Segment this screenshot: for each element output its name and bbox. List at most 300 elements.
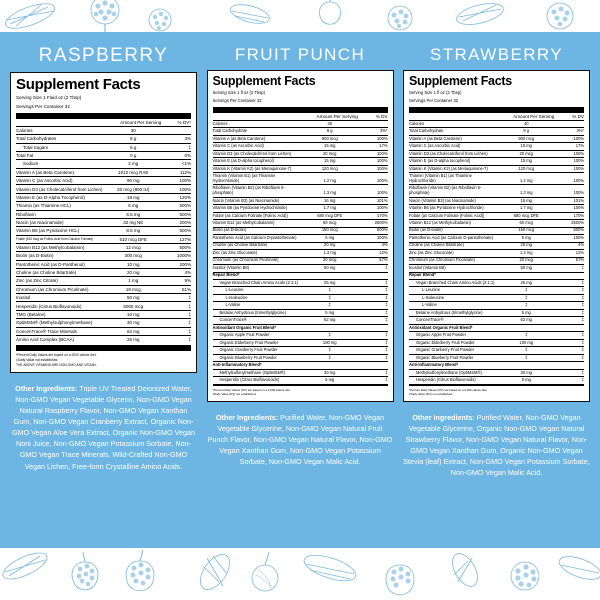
nutrient-row: [409, 128, 584, 135]
nutrient-row: [409, 287, 584, 294]
nutrient-daily-value: ‡: [554, 309, 584, 316]
nutrient-daily-value: ‡: [554, 279, 584, 286]
nutrient-name: Organic Blueberry Fruit Powder: [409, 354, 498, 361]
nutrient-name: ConcenTrace®: [409, 317, 498, 324]
nutrient-name: Total Fat: [16, 151, 105, 159]
nutrient-name: ConcenTrace® Trace Minerals: [16, 327, 105, 335]
nutrient-amount: 30 mg: [302, 369, 358, 376]
nutrient-amount: 50 mg: [498, 265, 554, 272]
nutrient-row: [409, 309, 584, 316]
nutrient-row: [16, 319, 191, 327]
nutrient-name: Zinc (as Zinc Gluconate): [213, 250, 302, 257]
nutrient-daily-value: 1000%: [161, 252, 191, 260]
nutrient-row: [213, 158, 388, 165]
nutrient-daily-value: 200%: [161, 260, 191, 268]
nutrient-row: [213, 205, 388, 212]
nutrient-daily-value: 17%: [554, 143, 584, 150]
nutrient-name: Organic Cranberry Fruit Powder: [409, 347, 498, 354]
nutrient-row: [213, 317, 388, 324]
nutrient-name: Niacin (as Niacinamide): [16, 218, 105, 226]
nutrient-daily-value: 4%: [161, 269, 191, 277]
nutrient-daily-value: ‡: [358, 377, 388, 384]
nutrient-amount: ‡: [498, 302, 554, 309]
nutrient-daily-value: ‡: [161, 143, 191, 151]
nutrient-row: [409, 377, 584, 384]
nutrient-amount: 5 mg: [498, 235, 554, 242]
other-ingredients-text: Triple UV Treated Deionized Water, Non-GMO Vegan Vegetable Glycerin, Non-GMO Vegan Natural Raspberry Flavor, Non-GMO Vegan Xanthan Gum, Non-GMO Vegan Cranberry Extract, Organic Non-GMO Vegan Aloe Vera Extract, Organic Non-GMO Vegan Noni Juice, Non-GMO Vegan Potassium Sorbate, Non-GMO Vegan Trace Minerals, Wild-Crafted Non-GMO Vegan Lichen, Free-form Crystalline Amino Acids.: [12, 383, 195, 471]
header-amount: Amount Per Serving: [316, 113, 358, 119]
nutrient-daily-value: 112%: [161, 168, 191, 176]
nutrient-amount: 60 mcg: [498, 220, 554, 227]
nutrient-row: [16, 160, 191, 168]
berry-line-art-bottom-icon: [0, 548, 600, 600]
nutrient-daily-value: [554, 272, 584, 279]
nutrient-row: [213, 227, 388, 234]
nutrient-name: Organic Cranberry Fruit Powder: [213, 347, 302, 354]
nutrient-amount: ‡: [498, 354, 554, 361]
nutrient-daily-value: 500%: [161, 202, 191, 210]
nutrient-row: [213, 347, 388, 354]
nutrient-daily-value: 100%: [358, 205, 388, 212]
nutrient-name: Vitamin D3 (as Cholecalciferol from Lichen): [409, 150, 498, 157]
nutrient-row: [213, 369, 388, 376]
nutrient-row: [16, 193, 191, 201]
nutrient-daily-value: 100%: [161, 185, 191, 193]
nutrient-row: [213, 197, 388, 204]
nutrient-row: [213, 265, 388, 272]
header-blank: [213, 113, 302, 121]
serving-size: Serving Size 1 fl oz (2 Tbsp): [409, 90, 462, 96]
nutrient-amount: 1.2 mg: [498, 173, 554, 185]
footnote-line: *Percent Daily Values (DV) are based on a 2,000 calorie diet.: [212, 388, 291, 393]
nutrient-row: [16, 143, 191, 151]
nutrient-name: Folate (510 mcg as Folinic Acid from Calcium Folinate): [16, 235, 105, 243]
nutrient-amount: 900 mcg: [302, 135, 358, 142]
nutrient-amount: 20 mcg: [302, 257, 358, 264]
nutrient-amount: ‡: [302, 354, 358, 361]
nutrient-daily-value: 100%: [358, 165, 388, 172]
nutrient-daily-value: 12%: [554, 250, 584, 257]
nutrient-row: [213, 150, 388, 157]
nutrient-daily-value: ‡: [358, 302, 388, 309]
nutrient-daily-value: 100%: [554, 185, 584, 197]
nutrient-amount: 25 mg: [105, 335, 161, 343]
nutrient-row: [16, 185, 191, 193]
nutrition-table-raspberry: [16, 119, 191, 344]
nutrient-name: Pantothenic Acid (as Calcium D-pantothenate): [409, 235, 498, 242]
nutrient-amount: 16 mg: [498, 197, 554, 204]
nutrient-daily-value: 127%: [161, 235, 191, 243]
nutrient-name: Thiamin (as Thiamine HCL): [16, 202, 105, 210]
nutrient-amount: 30: [105, 126, 161, 134]
nutrient-row: [213, 302, 388, 309]
nutrient-name: Thiamin (Vitamin B1) (as Thiamine Hydrochloride): [213, 173, 302, 185]
nutrient-daily-value: 100%: [358, 150, 388, 157]
nutrient-daily-value: 100%: [358, 158, 388, 165]
nutrient-name: L-Leucine: [213, 287, 302, 294]
nutrient-amount: 900 mcg: [498, 135, 554, 142]
nutrient-name: Vitamin K (Vitamin K2) (as Menaquinone-7): [213, 165, 302, 172]
nutrient-daily-value: ‡: [554, 332, 584, 339]
nutrient-amount: [498, 362, 554, 369]
nutrient-amount: 32 mg NE: [105, 218, 161, 226]
nutrient-name: Riboflavin (Vitamin B2) (as Riboflavin 5-phosphate): [213, 185, 302, 197]
nutrient-amount: 100 mg: [498, 339, 554, 346]
nutrient-row: [409, 235, 584, 242]
bottom-decorative-band: [0, 548, 600, 600]
nutrient-name: Vitamin A (as Beta Carotene): [213, 135, 302, 142]
serving-size: Serving Size 1 fl oz (2 Tbsp): [212, 90, 266, 96]
other-ingredients-fruit-punch: [207, 412, 394, 468]
nutrient-row: [16, 126, 191, 134]
nutrient-row: [213, 250, 388, 257]
nutrient-name: Vitamin D3 (as Cholecalciferol from Lichen): [16, 185, 105, 193]
nutrient-amount: 10 mg: [105, 310, 161, 318]
nutrient-daily-value: ‡: [358, 339, 388, 346]
nutrient-amount: 50 mg: [105, 294, 161, 302]
nutrient-name: Betaine Anhydrous (trimethylglycine): [213, 309, 302, 316]
nutrient-amount: 1.7 mg: [302, 205, 358, 212]
nutrient-row: [16, 294, 191, 302]
nutrient-daily-value: 100%: [554, 235, 584, 242]
nutrient-row: [409, 197, 584, 204]
nutrient-name: Vitamin B12 (as Methylcobalamin): [409, 220, 498, 227]
divider-thick-bottom: [16, 345, 191, 351]
nutrient-amount: 40: [302, 120, 358, 127]
nutrient-daily-value: [358, 120, 388, 127]
nutrient-daily-value: [358, 272, 388, 279]
footnote-line: ‡Daily Value not established.: [16, 358, 59, 363]
nutrient-row: [213, 294, 388, 301]
other-ingredients-label: Other Ingredients:: [215, 412, 279, 422]
nutrient-row: [213, 272, 388, 279]
table-header-row: [16, 119, 191, 127]
nutrient-daily-value: ‡: [358, 265, 388, 272]
nutrient-name: L-Leucine: [409, 287, 498, 294]
nutrient-row: [16, 327, 191, 335]
nutrition-table-body: [409, 113, 584, 384]
nutrient-row: [16, 252, 191, 260]
nutrient-name: Hesperidin (Citrus Bioflavonoids): [409, 377, 498, 384]
nutrient-daily-value: ‡: [554, 317, 584, 324]
nutrient-amount: 8.5 mg: [105, 227, 161, 235]
nutrient-daily-value: 100%: [358, 235, 388, 242]
nutrient-name: Inositol (Vitamin B8): [409, 265, 498, 272]
nutrient-amount: 20 mcg (800 IU): [105, 185, 161, 193]
nutrient-name: Organic Elderberry Fruit Powder: [213, 339, 302, 346]
nutrient-name: Methylsulfonylmethane (OptiMSM®): [213, 369, 302, 376]
nutrition-table-strawberry: [409, 113, 584, 384]
nutrient-daily-value: ‡: [358, 317, 388, 324]
nutrient-row: [409, 250, 584, 257]
nutrient-daily-value: 3%*: [358, 128, 388, 135]
nutrient-row: [213, 120, 388, 127]
nutrient-name: Vitamin C (as Ascorbic Acid): [213, 143, 302, 150]
nutrient-amount: 6 g: [105, 143, 161, 151]
nutrient-name: Total Carbohydrate: [213, 128, 302, 135]
nutrient-daily-value: <1%: [161, 160, 191, 168]
table-header-row: [213, 113, 388, 121]
nutrient-name: Hesperidin (Citrus Bioflavonoids): [213, 377, 302, 384]
nutrient-daily-value: 100%: [554, 205, 584, 212]
nutrient-name: Chromium (as Chromium Picolinate): [213, 257, 302, 264]
nutrient-daily-value: ‡: [358, 279, 388, 286]
flavor-panels-container: [0, 46, 600, 479]
nutrient-amount: 100 mg: [302, 339, 358, 346]
nutrient-row: [409, 324, 584, 331]
nutrient-amount: 1.3 mg: [302, 185, 358, 197]
nutrient-row: [409, 143, 584, 150]
nutrient-name: Niacin (Vitamin B3) (as Niacinamide): [409, 197, 498, 204]
nutrient-name: Inositol (Vitamin B8): [213, 265, 302, 272]
header-amount: Amount Per Serving: [120, 119, 162, 125]
nutrient-daily-value: ‡: [161, 327, 191, 335]
nutrient-name: OptiMSM® (Methylsulphonylmethane): [16, 319, 105, 327]
nutrient-amount: 18 mg: [105, 193, 161, 201]
nutrient-row: [409, 120, 584, 127]
nutrient-daily-value: [554, 362, 584, 369]
footnote-line: *Percent Daily Values (DV) are based on a 2,000 calorie diet.: [409, 388, 488, 393]
nutrient-daily-value: 100%: [358, 135, 388, 142]
nutrient-amount: 1 mg: [105, 277, 161, 285]
nutrient-amount: [302, 324, 358, 331]
nutrient-name: Repair Blend*: [409, 272, 498, 279]
top-decorative-band: [0, 0, 600, 32]
nutrient-amount: 15 mg: [498, 158, 554, 165]
nutrient-amount: 1.7 mg: [498, 205, 554, 212]
header-amount: Amount Per Serving: [513, 113, 555, 119]
nutrient-row: [409, 185, 584, 197]
nutrient-amount: 25 mg: [302, 279, 358, 286]
nutrient-name: Vitamin C (as Ascorbic Acid): [409, 143, 498, 150]
nutrient-name: Choline (as Choline Bitartrate): [409, 242, 498, 249]
nutrient-daily-value: [554, 120, 584, 127]
nutrient-daily-value: ‡: [358, 354, 388, 361]
berry-line-art-top-icon: [0, 0, 600, 32]
nutrient-daily-value: ‡: [554, 354, 584, 361]
nutrient-amount: 680 mcg DFE: [302, 212, 358, 219]
nutrient-amount: 30 mg: [105, 319, 161, 327]
nutrient-amount: 90 mg: [105, 177, 161, 185]
nutrient-row: [409, 354, 584, 361]
nutrient-daily-value: ‡: [554, 302, 584, 309]
nutrient-amount: 120 mcg: [498, 165, 554, 172]
nutrient-row: [409, 362, 584, 369]
nutrient-amount: 1012 mcg RAE: [105, 168, 161, 176]
nutrient-name: Thiamin (Vitamin B1) (as Thiamine Hydrochloride): [409, 173, 498, 185]
nutrient-amount: ‡: [498, 294, 554, 301]
nutrient-row: [213, 165, 388, 172]
nutrient-amount: ‡: [498, 287, 554, 294]
nutrient-amount: 8 g: [302, 128, 358, 135]
nutrient-amount: 16 mg: [302, 197, 358, 204]
nutrient-name: Folate (as Calcium Folinate [Folinic Acid]): [213, 212, 302, 219]
nutrient-name: Vitamin D3 (as Cholecalciferol from Lichen): [213, 150, 302, 157]
nutrient-row: [16, 202, 191, 210]
nutrient-daily-value: 57%: [358, 257, 388, 264]
nutrient-row: [213, 339, 388, 346]
nutrient-daily-value: ‡: [161, 319, 191, 327]
nutrient-name: Pantothenic Acid (as D-Panthenol): [16, 260, 105, 268]
nutrient-daily-value: ‡: [358, 347, 388, 354]
nutrient-row: [16, 168, 191, 176]
nutrient-row: [16, 227, 191, 235]
nutrient-amount: ‡: [302, 302, 358, 309]
nutrient-daily-value: 101%: [554, 197, 584, 204]
nutrient-daily-value: 500%: [161, 243, 191, 251]
nutrient-row: [213, 212, 388, 219]
nutrient-name: Pantothenic Acid (as Calcium D-pantothenate): [213, 235, 302, 242]
nutrient-daily-value: 101%: [358, 197, 388, 204]
nutrient-name: Biotin (as D-Biotin): [16, 252, 105, 260]
nutrient-amount: 60 mcg: [302, 220, 358, 227]
nutrient-row: [213, 377, 388, 384]
nutrient-amount: 8 g: [498, 128, 554, 135]
nutrient-amount: 150 mcg: [302, 227, 358, 234]
flavor-title-raspberry: RASPBERRY: [38, 45, 169, 66]
nutrient-amount: 5 mg: [498, 377, 554, 384]
nutrient-name: Organic Elderberry Fruit Powder: [409, 339, 498, 346]
nutrient-daily-value: [358, 324, 388, 331]
nutrient-daily-value: 100%: [358, 173, 388, 185]
nutrient-row: [409, 212, 584, 219]
nutrient-amount: 510 mcg DFE: [105, 235, 161, 243]
nutrient-row: [16, 285, 191, 293]
nutrient-row: [213, 279, 388, 286]
header-blank: [16, 119, 105, 127]
nutrient-daily-value: 120%: [161, 193, 191, 201]
footnotes-fruit-punch: [213, 388, 388, 396]
nutrient-name: Vitamin B6 (as Pyridoxine Hydrochloride): [409, 205, 498, 212]
nutrient-amount: 680 mcg DFE: [498, 212, 554, 219]
nutrient-row: [409, 173, 584, 185]
nutrient-daily-value: 100%: [554, 173, 584, 185]
nutrient-daily-value: ‡: [554, 294, 584, 301]
nutrient-amount: 2 mg: [105, 160, 161, 168]
nutrient-daily-value: 200%: [161, 218, 191, 226]
panel-strawberry: [403, 46, 590, 479]
footnote-line: ‡Daily Value (DV) not established.: [409, 392, 453, 397]
nutrient-amount: [302, 362, 358, 369]
nutrient-row: [409, 339, 584, 346]
nutrient-amount: 1.3 mg: [302, 250, 358, 257]
nutrient-daily-value: 500%: [161, 227, 191, 235]
flavor-title-strawberry: STRAWBERRY: [429, 45, 564, 64]
nutrient-name: Vitamin K (Vitamin K2) (as Menaquinone-7): [409, 165, 498, 172]
nutrient-name: Total Carbohydrate: [409, 128, 498, 135]
other-ingredients-text: Purified Water, Non-GMO Vegan Vegetable Glycerine, Non-GMO Vegan Natural Fruit Punch Flavor, Non-GMO Vegan Natural Flavor, Non-GMO Vegan Xanthan Gum, Non-GMO Vegan Potassium Sorbate, Non-GMO Vegan Malic Acid.: [207, 412, 393, 467]
nutrient-row: [409, 220, 584, 227]
nutrient-row: [213, 287, 388, 294]
nutrient-amount: 5 mg: [302, 235, 358, 242]
nutrient-daily-value: 100%: [358, 185, 388, 197]
nutrient-amount: 15 mg: [302, 158, 358, 165]
nutrient-daily-value: 0%: [161, 151, 191, 159]
nutrient-amount: 20 mcg: [498, 150, 554, 157]
nutrient-daily-value: [554, 324, 584, 331]
nutrient-daily-value: 12%: [358, 250, 388, 257]
nutrient-name: Vitamin A (as Beta Carotene): [409, 135, 498, 142]
nutrient-row: [16, 277, 191, 285]
nutrient-amount: 18 mcg: [105, 285, 161, 293]
nutrient-amount: 150 mcg: [498, 227, 554, 234]
nutrient-amount: 1.3 mg: [498, 250, 554, 257]
nutrient-daily-value: 2500%: [358, 220, 388, 227]
nutrient-daily-value: 17%: [358, 143, 388, 150]
header-dv: % DV*: [177, 119, 191, 125]
nutrient-amount: 5 mg: [302, 309, 358, 316]
nutrient-row: [409, 302, 584, 309]
table-header-row: [409, 113, 584, 121]
nutrition-table-fruit-punch: [213, 113, 388, 384]
nutrient-name: Niacin (Vitamin B3) (as Niacinamide): [213, 197, 302, 204]
nutrient-daily-value: ‡: [554, 347, 584, 354]
nutrient-row: [409, 272, 584, 279]
nutrient-name: Vitamin B12 (as Methylcobalamin): [16, 243, 105, 251]
nutrient-name: Betaine Anhydrous (trimethylglycine): [409, 309, 498, 316]
nutrient-amount: [498, 272, 554, 279]
nutrient-daily-value: ‡: [161, 294, 191, 302]
nutrient-row: [409, 369, 584, 376]
nutrient-name: Organic Blueberry Fruit Powder: [213, 354, 302, 361]
nutrient-row: [409, 205, 584, 212]
nutrition-table-body: [213, 113, 388, 384]
nutrient-name: Sodium: [16, 160, 105, 168]
nutrient-row: [16, 335, 191, 343]
nutrient-name: Chromium (as Chromium Picolinate): [16, 285, 105, 293]
nutrient-amount: 25 mg: [498, 279, 554, 286]
nutrient-row: [213, 354, 388, 361]
nutrient-row: [409, 227, 584, 234]
nutrient-daily-value: ‡: [554, 369, 584, 376]
nutrient-daily-value: 2500%: [554, 220, 584, 227]
nutrient-daily-value: ‡: [554, 377, 584, 384]
nutrient-name: Vitamin A (as Beta Carotene): [16, 168, 105, 176]
nutrient-amount: 10 mg: [105, 260, 161, 268]
nutrient-row: [409, 150, 584, 157]
nutrient-amount: [498, 324, 554, 331]
nutrient-daily-value: ‡: [161, 302, 191, 310]
nutrient-amount: 40: [498, 120, 554, 127]
nutrient-name: Anti-Inflammatory Blend*: [409, 362, 498, 369]
nutrient-row: [213, 128, 388, 135]
nutrient-daily-value: 3%*: [554, 128, 584, 135]
nutrient-name: L-Isoleucine: [213, 294, 302, 301]
nutrient-row: [213, 173, 388, 185]
nutrient-amount: 20 mg: [302, 242, 358, 249]
nutrient-amount: ‡: [302, 347, 358, 354]
nutrient-amount: 30 mg: [498, 369, 554, 376]
nutrient-name: TMG (Betaine): [16, 310, 105, 318]
nutrient-name: Chromium (as Chromium Picolinate): [409, 257, 498, 264]
nutrient-amount: 8 g: [105, 135, 161, 143]
nutrient-daily-value: 100%: [161, 177, 191, 185]
nutrient-row: [409, 158, 584, 165]
nutrient-name: Calories: [409, 120, 498, 127]
nutrient-row: [213, 242, 388, 249]
nutrient-name: Organic Apple Fruit Powder: [409, 332, 498, 339]
nutrient-amount: 5000 mcg: [105, 302, 161, 310]
nutrient-name: Choline (as Choline Bitartrate): [213, 242, 302, 249]
nutrient-name: Vitamin C (as Ascorbic Acid): [16, 177, 105, 185]
nutrient-daily-value: ‡: [358, 332, 388, 339]
nutrient-amount: 120 mcg: [302, 165, 358, 172]
facts-heading: Supplement Facts: [409, 74, 512, 88]
nutrient-daily-value: 9%: [161, 277, 191, 285]
nutrient-row: [213, 324, 388, 331]
nutrient-name: Total Sugars: [16, 143, 105, 151]
nutrient-daily-value: ‡: [358, 309, 388, 316]
